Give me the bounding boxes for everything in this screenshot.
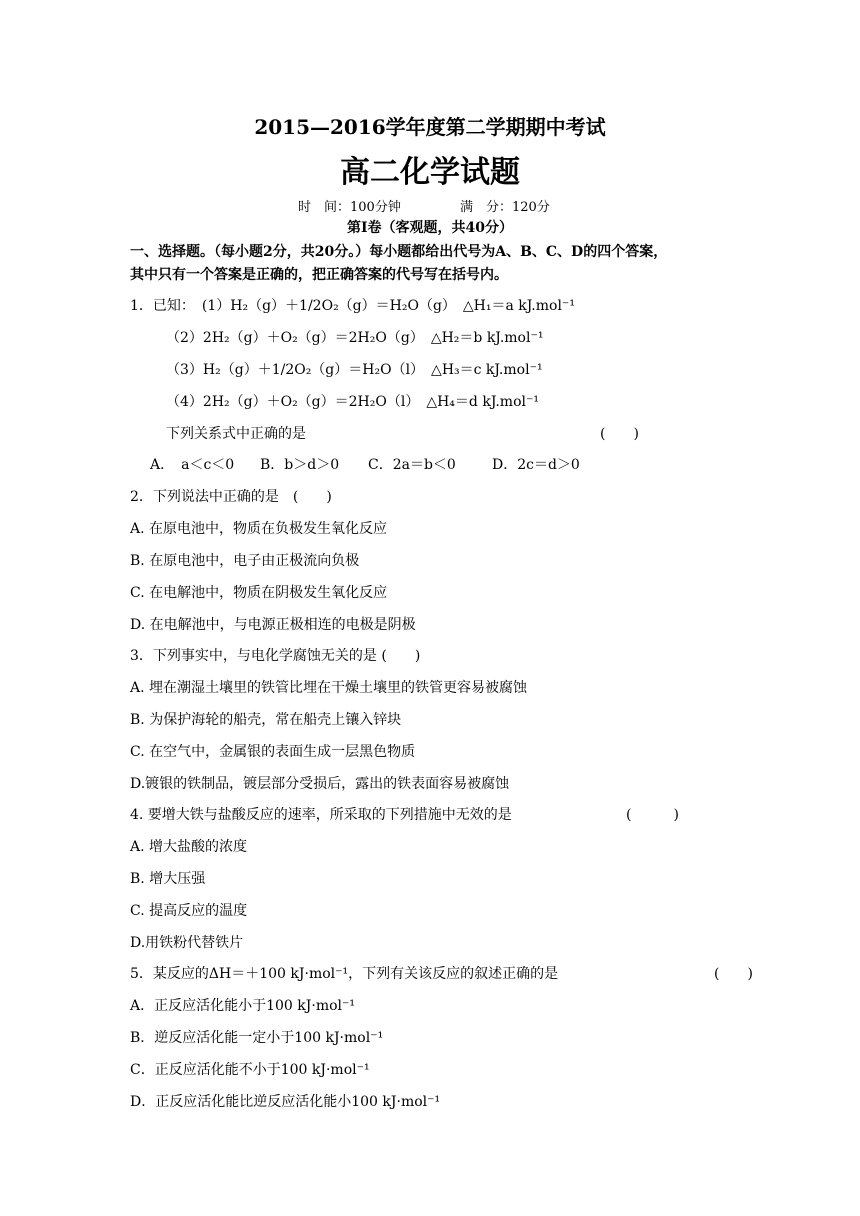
- q5-answer-paren: ( ): [714, 966, 753, 982]
- q2-stem: 2．下列说法中正确的是 ( ): [130, 489, 332, 505]
- q2-option-a: A. 在原电池中，物质在负极发生氧化反应: [130, 521, 388, 537]
- q2-option-b: B. 在原电池中，电子由正极流向负极: [130, 553, 360, 569]
- q1-question: 下列关系式中正确的是: [166, 426, 306, 442]
- q5-option-c: C．正反应活化能不小于100 kJ·mol⁻¹: [130, 1062, 370, 1078]
- q1-equation-4: （4）2H₂（g）＋O₂（g）＝2H₂O（l） △H₄＝d kJ.mol⁻¹: [166, 394, 539, 410]
- q2-option-d: D. 在电解池中，与电源正极相连的电极是阴极: [130, 617, 416, 633]
- q1-stem: 1．已知： (1）H₂（g）＋1/2O₂（g）＝H₂O（g） △H₁＝a kJ.mol⁻¹: [130, 298, 575, 314]
- q4-option-a: A. 增大盐酸的浓度: [130, 839, 248, 855]
- q1-equation-3: （3）H₂（g）＋1/2O₂（g）＝H₂O（l） △H₃＝c kJ.mol⁻¹: [166, 362, 543, 378]
- q1-answer-paren: ( ): [600, 426, 639, 442]
- q3-option-d: D.镀银的铁制品，镀层部分受损后，露出的铁表面容易被腐蚀: [130, 776, 510, 792]
- q3-stem: 3．下列事实中，与电化学腐蚀无关的是 ( ): [130, 648, 421, 664]
- q1-options: [150, 455, 580, 475]
- q4-option-b: B. 增大压强: [130, 871, 206, 887]
- score-label: 满 分：120分: [460, 200, 550, 215]
- q1-option-b: B．b＞d＞0: [260, 457, 340, 473]
- q5-stem: 5．某反应的ΔH＝＋100 kJ·mol⁻¹，下列有关该反应的叙述正确的是: [130, 966, 559, 982]
- section-instruction-line2: 其中只有一个答案是正确的，把正确答案的代号写在括号内。: [130, 267, 508, 283]
- q1-option-d: D．2c＝d＞0: [492, 457, 580, 473]
- section-instruction-line1: 一、选择题。（每小题2分，共20分。）每小题都给出代号为A、B、C、D的四个答案，: [130, 244, 668, 260]
- subject-title: 高二化学试题: [340, 155, 520, 190]
- q5-option-d: D．正反应活化能比逆反应活化能小100 kJ·mol⁻¹: [130, 1094, 441, 1110]
- part-title: 第Ⅰ卷（客观题，共40分）: [346, 220, 514, 236]
- q3-option-a: A. 埋在潮湿土壤里的铁管比埋在干燥土壤里的铁管更容易被腐蚀: [130, 680, 528, 696]
- q4-answer-paren: ( ): [626, 807, 679, 823]
- term-title: 2015—2016学年度第二学期期中考试: [254, 115, 606, 139]
- q1-option-a: A． a＜c＜0: [150, 457, 235, 473]
- q1-equation-2: （2）2H₂（g）＋O₂（g）＝2H₂O（g） △H₂＝b kJ.mol⁻¹: [166, 330, 544, 346]
- q2-option-c: C. 在电解池中，物质在阴极发生氧化反应: [130, 585, 388, 601]
- q4-option-c: C. 提高反应的温度: [130, 903, 248, 919]
- q3-option-b: B. 为保护海轮的船壳，常在船壳上镶入锌块: [130, 712, 402, 728]
- q4-option-d: D.用铁粉代替铁片: [130, 935, 244, 951]
- q5-option-a: A．正反应活化能小于100 kJ·mol⁻¹: [130, 998, 356, 1014]
- q4-stem: 4. 要增大铁与盐酸反应的速率，所采取的下列措施中无效的是: [130, 807, 512, 823]
- q1-option-c: C．2a＝b＜0: [368, 457, 456, 473]
- time-label: 时 间：100分钟: [298, 200, 401, 215]
- q3-option-c: C. 在空气中，金属银的表面生成一层黑色物质: [130, 744, 416, 760]
- q5-option-b: B．逆反应活化能一定小于100 kJ·mol⁻¹: [130, 1030, 384, 1046]
